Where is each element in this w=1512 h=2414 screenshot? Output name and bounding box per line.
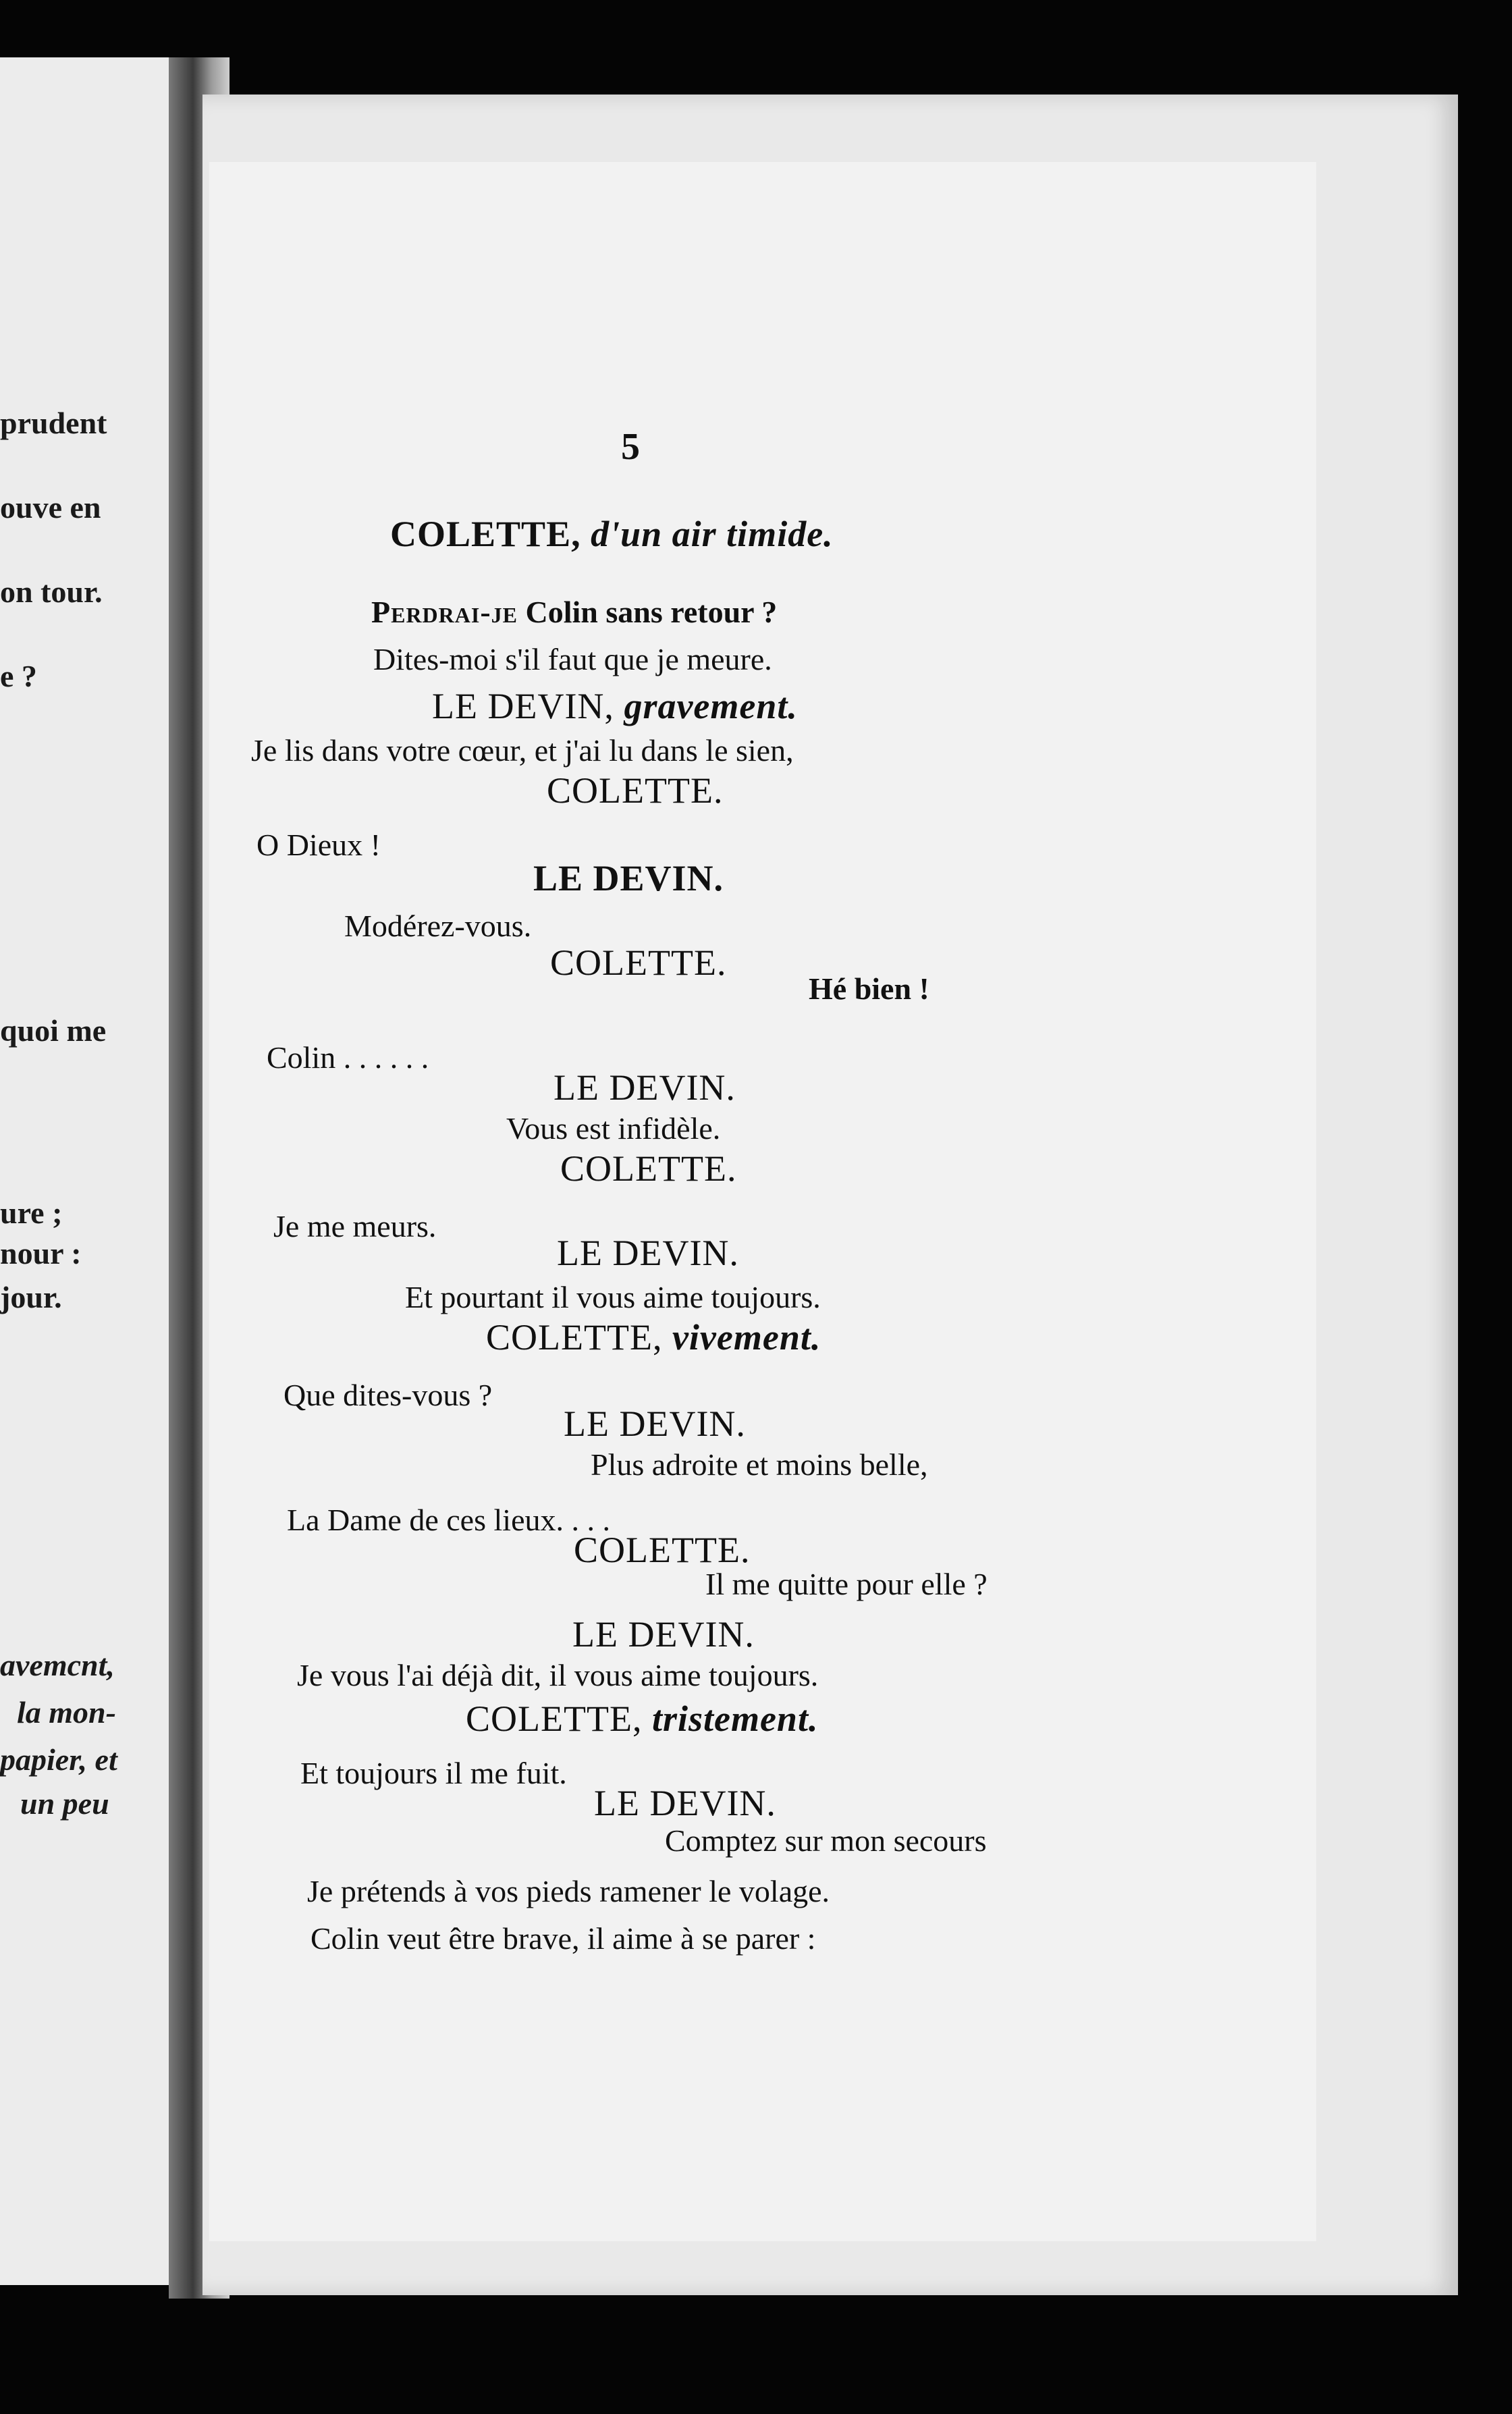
speaker-heading: LE DEVIN. bbox=[594, 1783, 776, 1823]
verse-line: Comptez sur mon secours bbox=[665, 1823, 987, 1858]
speaker-heading: COLETTE, tristement. bbox=[466, 1698, 819, 1739]
speaker-heading: COLETTE. bbox=[547, 770, 724, 811]
left-fragment: ouve en bbox=[0, 490, 101, 525]
left-fragment: papier, et bbox=[0, 1742, 117, 1777]
verse-line: Et toujours il me fuit. bbox=[300, 1756, 567, 1790]
verse-line: Et pourtant il vous aime toujours. bbox=[405, 1280, 821, 1314]
verse-line: Colin . . . . . . bbox=[267, 1040, 429, 1075]
speaker-heading: COLETTE, vivement. bbox=[486, 1317, 821, 1358]
verse-line: La Dame de ces lieux. . . . bbox=[287, 1503, 610, 1537]
left-fragment: on tour. bbox=[0, 574, 103, 609]
left-fragment: e ? bbox=[0, 659, 37, 693]
verse-line: Je me meurs. bbox=[273, 1209, 437, 1243]
verse-line: Perdrai-je Colin sans retour ? bbox=[371, 595, 778, 629]
verse-line: O Dieux ! bbox=[256, 828, 381, 862]
speaker-heading: LE DEVIN. bbox=[533, 858, 724, 898]
speaker-heading: LE DEVIN. bbox=[572, 1614, 755, 1655]
speaker-heading: LE DEVIN. bbox=[554, 1067, 736, 1108]
speaker-heading: LE DEVIN, gravement. bbox=[432, 686, 798, 726]
speaker-heading: LE DEVIN. bbox=[564, 1403, 746, 1444]
left-fragment: la mon- bbox=[17, 1695, 116, 1729]
verse-line: Il me quitte pour elle ? bbox=[705, 1567, 988, 1601]
speaker-heading: COLETTE. bbox=[560, 1148, 737, 1189]
page-number: 5 bbox=[621, 426, 640, 468]
speaker-heading: LE DEVIN. bbox=[557, 1233, 739, 1273]
left-fragment: quoi me bbox=[0, 1013, 107, 1048]
left-fragment: prudent bbox=[0, 406, 107, 440]
speaker-heading: COLETTE, d'un air timide. bbox=[390, 514, 834, 554]
verse-line: Plus adroite et moins belle, bbox=[591, 1447, 928, 1482]
speaker-heading: COLETTE. bbox=[550, 942, 727, 983]
left-fragment: jour. bbox=[0, 1280, 62, 1314]
facing-page-fragment bbox=[0, 57, 169, 2285]
verse-line: Que dites-vous ? bbox=[284, 1378, 493, 1412]
left-fragment: ure ; bbox=[0, 1196, 63, 1230]
speaker-heading: COLETTE. bbox=[574, 1530, 751, 1570]
left-fragment: un peu bbox=[20, 1786, 109, 1821]
verse-line: Je lis dans votre cœur, et j'ai lu dans le sien, bbox=[251, 733, 794, 768]
verse-line: Je vous l'ai déjà dit, il vous aime toujours. bbox=[297, 1658, 819, 1692]
left-fragment: avemcnt, bbox=[0, 1648, 115, 1682]
verse-line: Vous est infidèle. bbox=[506, 1111, 721, 1146]
verse-line: Hé bien ! bbox=[809, 971, 929, 1006]
verse-line: Modérez-vous. bbox=[344, 909, 532, 943]
verse-line: Dites-moi s'il faut que je meure. bbox=[373, 642, 772, 676]
verse-line: Je prétends à vos pieds ramener le volage. bbox=[307, 1874, 830, 1908]
verse-line: Colin veut être brave, il aime à se parer : bbox=[310, 1921, 816, 1956]
left-fragment: nour : bbox=[0, 1236, 82, 1270]
